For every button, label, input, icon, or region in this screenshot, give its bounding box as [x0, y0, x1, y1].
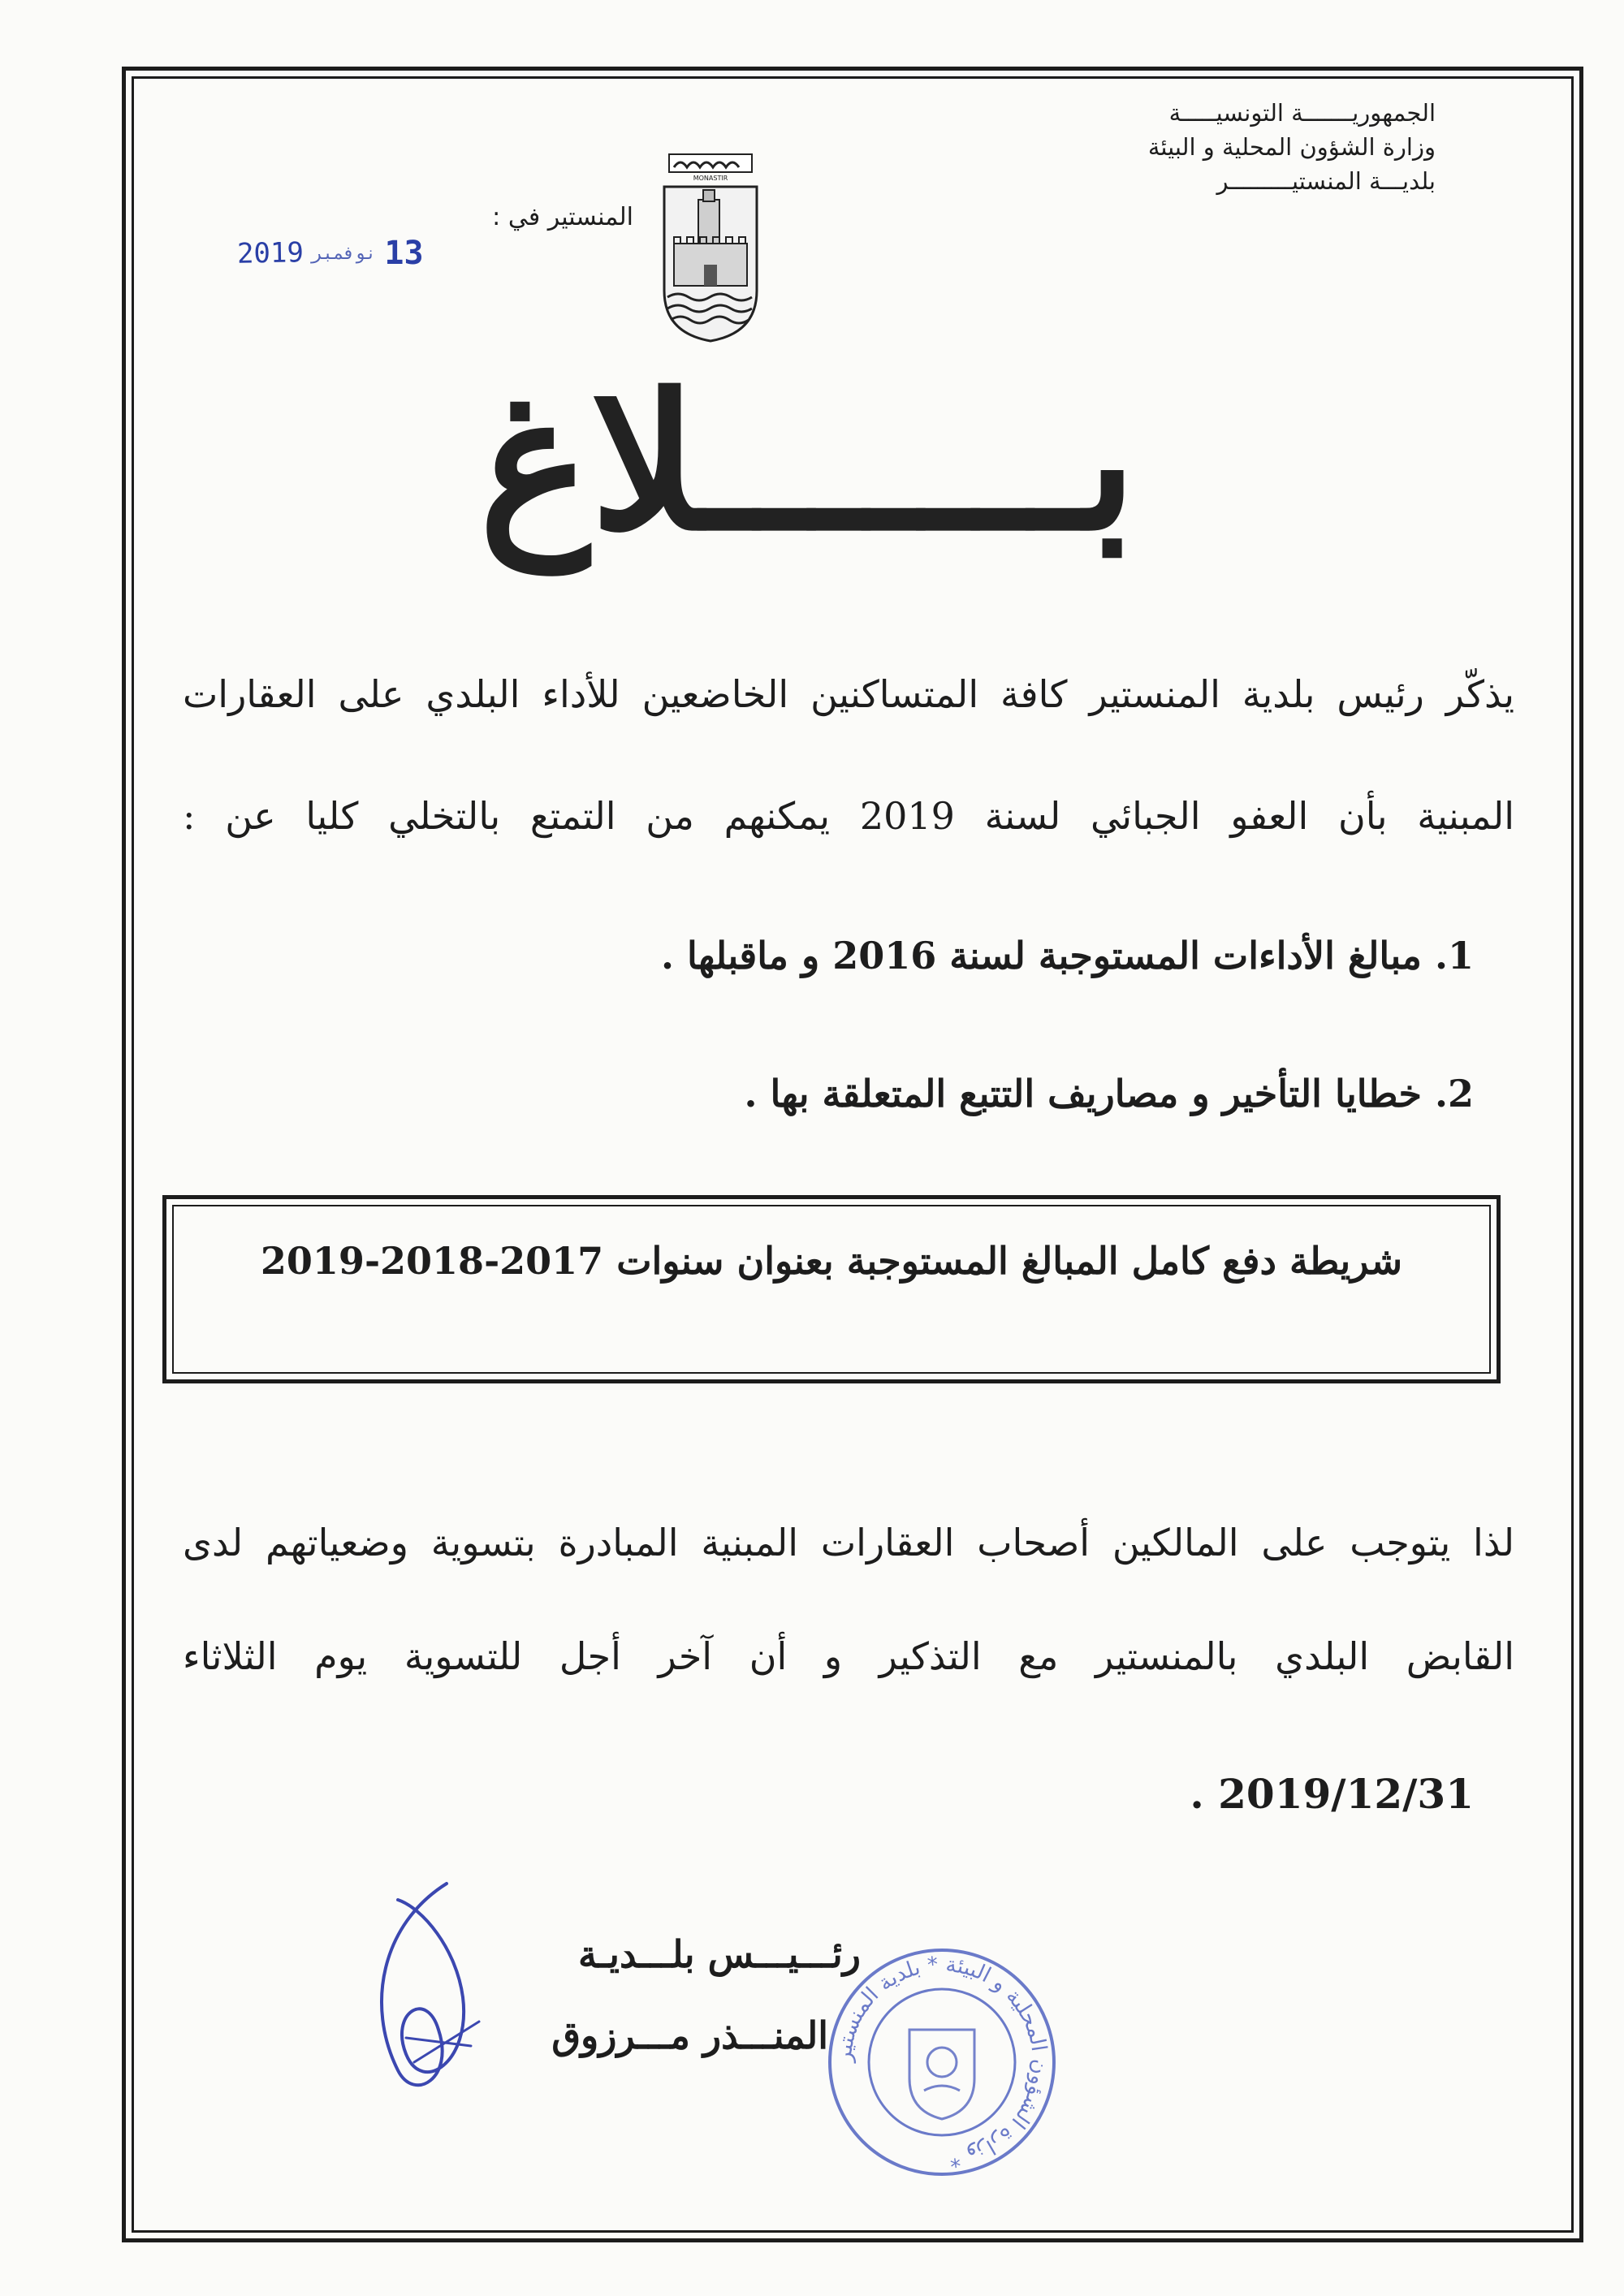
notice-paragraph-2: لذا يتوجب على المالكين أصحاب العقارات المبنية المبادرة بتسوية وضعياتهم لدى القابض البلدي بالمنستير مع التذكير و أن آخر أجل للتسوية يوم الثلاثاء [183, 1521, 1514, 1678]
signatory-title: رئـــيـــس بلـــديـة [578, 1932, 861, 1976]
letterhead-municipality: بلديـــة المنستيـــــــــر [1216, 167, 1436, 195]
deadline-date: . 2019/12/31 [1190, 1770, 1474, 1818]
date-stamp-month: نوفمبر [311, 243, 377, 264]
list-item: 1. مبالغ الأداءات المستوجبة لسنة 2016 و ماقبلها . [660, 934, 1474, 978]
official-seal-icon [820, 1940, 1064, 2184]
handwritten-signature-icon [349, 1875, 512, 2111]
svg-text:وزارة الشؤون المحلية و البيئة [832, 1953, 1052, 2172]
list-item: 2. خطايا التأخير و مصاريف التتبع المتعلقة بها . [744, 1072, 1474, 1116]
letterhead [981, 96, 1436, 198]
municipality-crest-icon [658, 153, 763, 344]
notice-title: بـــــــلاغ [478, 353, 1137, 572]
signatory-name: المنـــذر مـــرزوق [551, 2013, 828, 2057]
date-stamp-year: 2019 [236, 236, 304, 270]
letterhead-country: الجمهوريـــــــة التونسيـــــة [1168, 99, 1436, 127]
letterhead-ministry: وزارة الشؤون المحلية و البيئة [1147, 133, 1436, 161]
date-stamp-day: 13 [384, 235, 424, 272]
condition-text: شريطة دفع كامل المبالغ المستوجبة بعنوان سنوات 2017-2018-2019 [260, 1239, 1403, 1283]
date-label: المنستير في : [492, 203, 633, 231]
date-stamp [237, 229, 481, 278]
condition-box [172, 1205, 1491, 1374]
notice-paragraph-1: يذكّر رئيس بلدية المنستير كافة المتساكنين الخاضعين للأداء البلدي على العقارات المبنية بأن العفو الجبائي لسنة 2019 يمكنهم من التمتع بالتخلي كليا عن : [183, 672, 1514, 838]
svg-text:MONASTIR: MONASTIR [693, 175, 728, 182]
seal-ring-text: وزارة الشؤون المحلية و البيئة * بلدية المنستير * [831, 1952, 1052, 2172]
